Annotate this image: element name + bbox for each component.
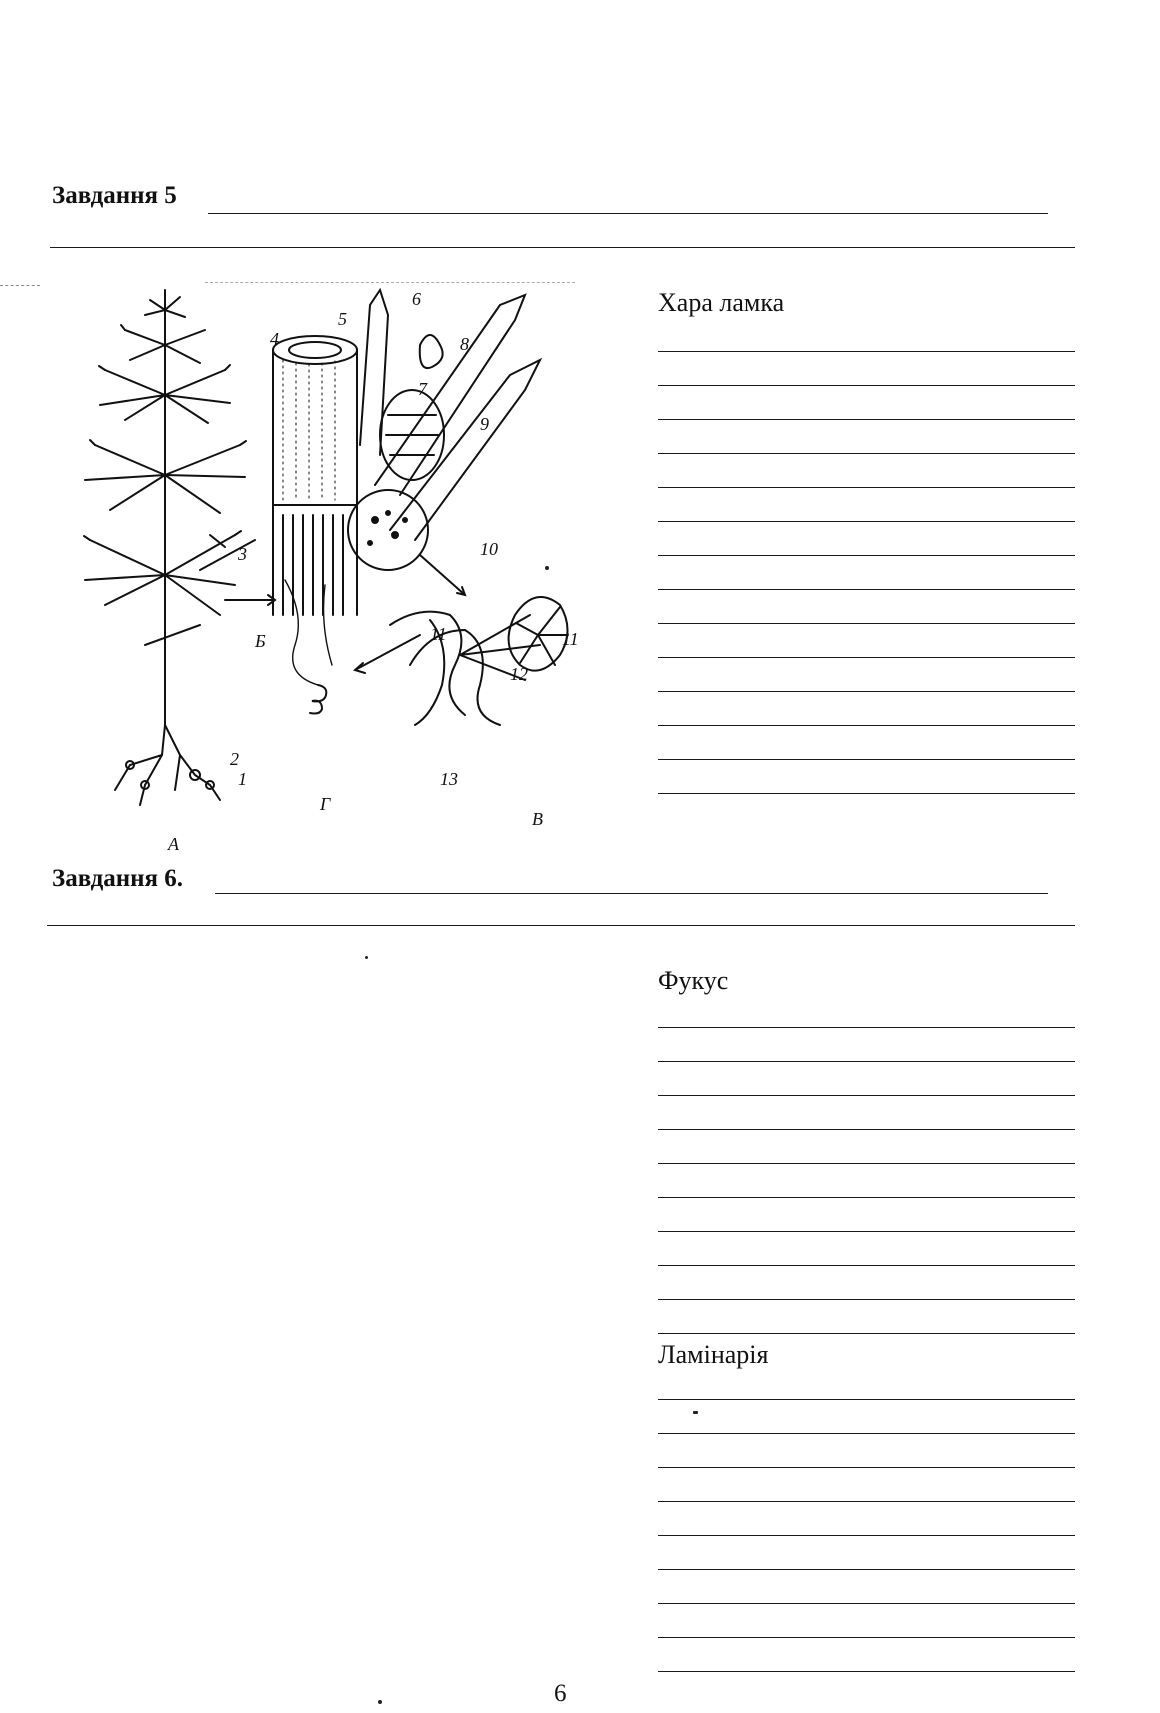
answer-line [658,351,1075,352]
answer-line [658,793,1075,794]
task-5-title: Завдання 5 [52,182,177,209]
part-label-a: А [168,834,179,854]
answer-line [658,1637,1075,1638]
answer-line [658,1027,1075,1028]
part-label-v: В [532,809,543,829]
task-6-answer-line [215,893,1048,894]
label-13: 13 [440,769,458,789]
answer-line [658,487,1075,488]
section-label-laminaria: Ламінарія [658,1340,769,1369]
label-12: 12 [510,664,528,684]
arrow-icon [225,595,275,605]
answer-line [658,1163,1075,1164]
task-6-answer-line-2 [47,925,1075,926]
answer-line [658,1535,1075,1536]
answer-line [658,759,1075,760]
answer-line [658,1467,1075,1468]
answer-line [658,1603,1075,1604]
antheridium-drawing [420,335,443,368]
task-5-answer-line [208,213,1048,214]
arrow-icon [355,635,420,673]
answer-line [658,1197,1075,1198]
scan-artifact [205,282,575,283]
answer-line [658,1129,1075,1130]
label-7: 7 [418,379,427,399]
part-label-b: Б [255,631,266,651]
answer-line [658,1433,1075,1434]
label-1: 1 [238,769,247,789]
label-4: 4 [270,329,279,349]
task-6-title: Завдання 6. [52,865,184,892]
scan-speck [545,566,549,570]
answer-line [658,623,1075,624]
part-label-g: Г [320,794,331,814]
label-8: 8 [460,334,469,354]
answer-line [658,555,1075,556]
label-11b: 11 [562,629,579,649]
answer-line [658,1299,1075,1300]
section-label-fucus: Фукус [658,966,729,995]
chara-illustration [70,285,590,860]
answer-line [658,1333,1075,1334]
answer-line [658,1265,1075,1266]
label-2: 2 [230,749,239,769]
label-11: 11 [430,624,447,644]
label-5: 5 [338,309,347,329]
answer-line [658,1061,1075,1062]
answer-line [658,1399,1075,1400]
spermatogenous-filaments-drawing [390,597,568,725]
answer-line [658,419,1075,420]
scan-speck [693,1411,698,1414]
answer-line [658,385,1075,386]
answer-line [658,589,1075,590]
page-number: 6 [554,1680,567,1707]
stem-section-drawing [273,336,357,615]
task-5-answer-line-2 [50,247,1075,248]
chara-plant-drawing [84,290,255,805]
scan-speck [378,1700,382,1704]
antheridium-section-drawing [348,490,428,570]
branch-drawing [360,290,388,455]
answer-line [658,1501,1075,1502]
label-6: 6 [412,289,421,309]
label-9: 9 [480,414,489,434]
answer-line [658,1231,1075,1232]
scan-artifact [0,285,40,286]
section-label-chara: Хара ламка [658,288,785,317]
answer-line [658,725,1075,726]
answer-line [658,1095,1075,1096]
label-3: 3 [238,544,247,564]
answer-line [658,1671,1075,1672]
answer-line [658,1569,1075,1570]
spermatozoid-drawing [285,580,332,685]
answer-line [658,453,1075,454]
answer-line [658,521,1075,522]
answer-line [658,691,1075,692]
answer-line [658,657,1075,658]
label-10: 10 [480,539,498,559]
scan-speck [365,956,368,959]
